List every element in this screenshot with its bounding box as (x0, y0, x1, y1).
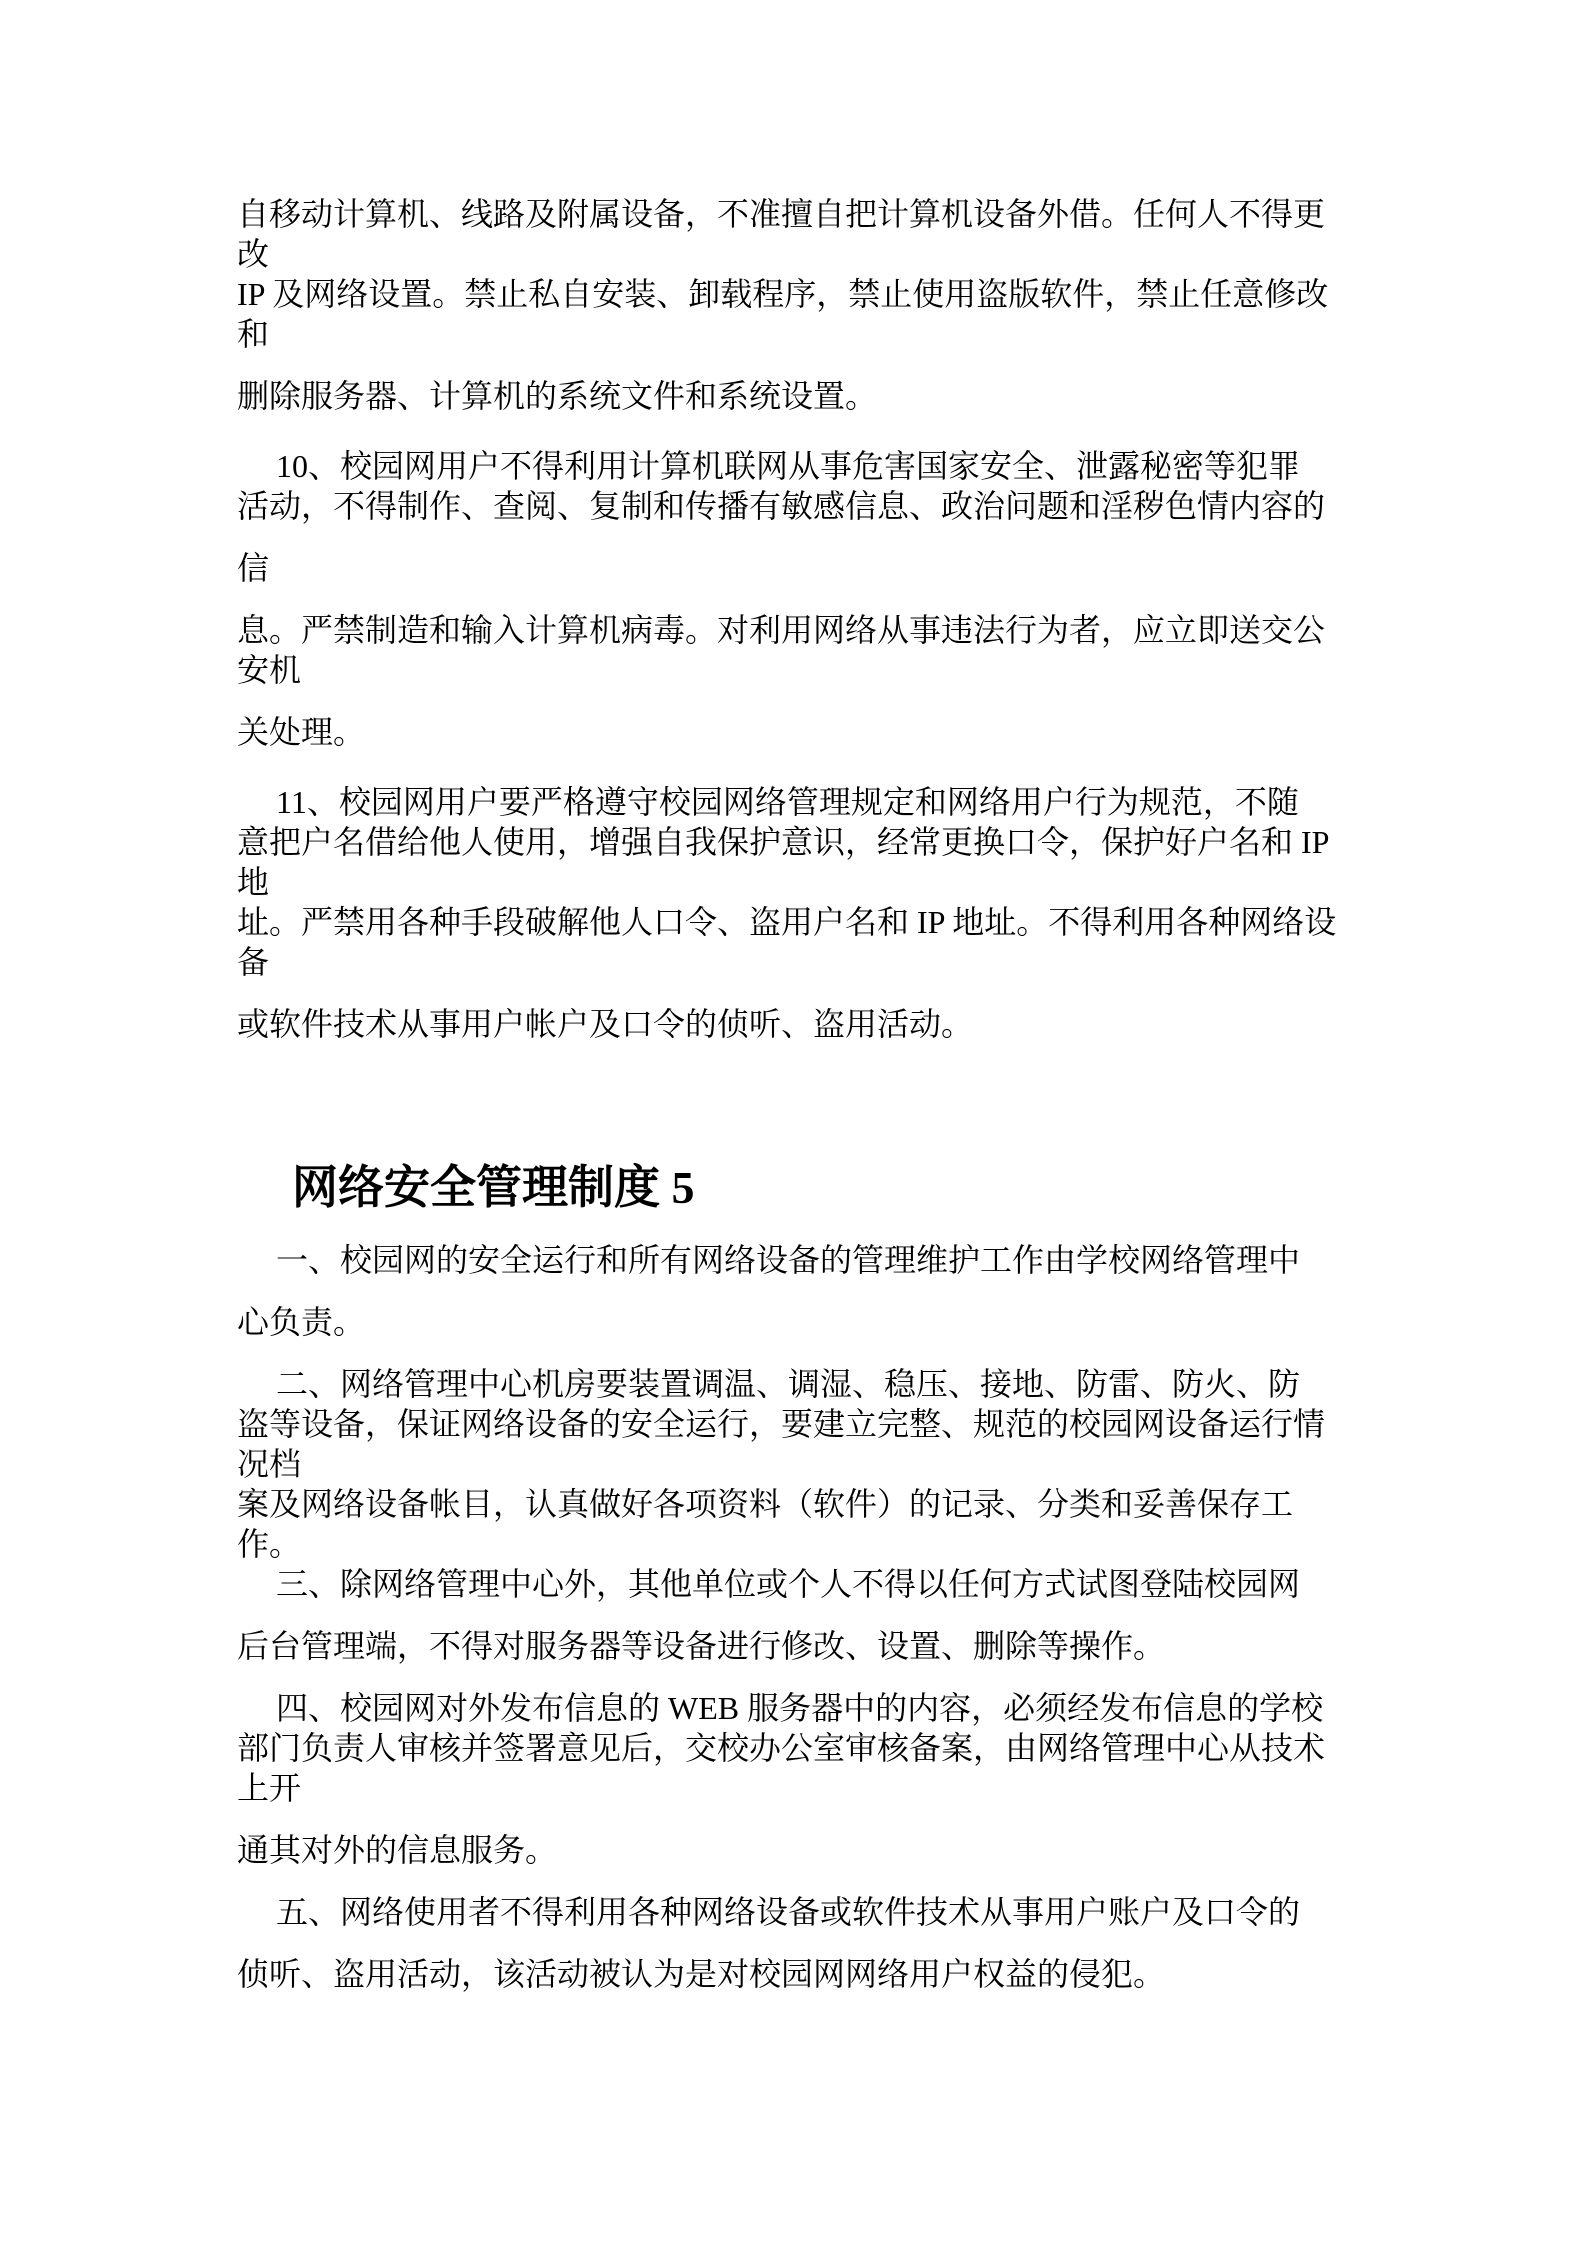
text-line: 信 (237, 550, 270, 586)
text-line-item-4: 四、校园网对外发布信息的 WEB 服务器中的内容，必须经发布信息的学校 (276, 1690, 1324, 1726)
text-line-item-3: 三、除网络管理中心外，其他单位或个人不得以任何方式试图登陆校园网 (276, 1566, 1301, 1602)
text-line-item-11: 11、校园网用户要严格遵守校园网络管理规定和网络用户行为规范，不随 (276, 784, 1299, 820)
text-line: 况档 (237, 1446, 302, 1482)
text-line: 作。 (237, 1526, 302, 1562)
text-line: 案及网络设备帐目，认真做好各项资料（软件）的记录、分类和妥善保存工 (237, 1486, 1294, 1522)
text-line: 自移动计算机、线路及附属设备，不准擅自把计算机设备外借。任何人不得更 (237, 196, 1326, 232)
text-line: 息。严禁制造和输入计算机病毒。对利用网络从事违法行为者，应立即送交公 (237, 612, 1326, 648)
text-line: 意把户名借给他人使用，增强自我保护意识，经常更换口令，保护好户名和 IP (237, 824, 1330, 860)
text-line: 安机 (237, 652, 302, 688)
text-line: 备 (237, 944, 270, 980)
text-line: 址。严禁用各种手段破解他人口令、盗用户名和 IP 地址。不得利用各种网络设 (237, 904, 1337, 940)
text-line: 后台管理端，不得对服务器等设备进行修改、设置、删除等操作。 (237, 1628, 1166, 1664)
text-line: 地 (237, 864, 270, 900)
text-line: 上开 (237, 1770, 302, 1806)
text-line: 心负责。 (237, 1304, 366, 1340)
text-line-item-1: 一、校园网的安全运行和所有网络设备的管理维护工作由学校网络管理中 (276, 1242, 1301, 1278)
text-line: 通其对外的信息服务。 (237, 1832, 558, 1868)
text-line-item-5: 五、网络使用者不得利用各种网络设备或软件技术从事用户账户及口令的 (276, 1894, 1301, 1930)
text-line: 盗等设备，保证网络设备的安全运行，要建立完整、规范的校园网设备运行情 (237, 1406, 1326, 1442)
text-line: 部门负责人审核并签署意见后，交校办公室审核备案，由网络管理中心从技术 (237, 1730, 1326, 1766)
text-line-item-10: 10、校园网用户不得利用计算机联网从事危害国家安全、泄露秘密等犯罪 (276, 448, 1301, 484)
document-content (237, 194, 1352, 1994)
text-line: 和 (237, 316, 270, 352)
text-line: 删除服务器、计算机的系统文件和系统设置。 (237, 378, 878, 414)
text-line: 或软件技术从事用户帐户及口令的侦听、盗用活动。 (237, 1006, 974, 1042)
text-line-item-2: 二、网络管理中心机房要装置调温、调湿、稳压、接地、防雷、防火、防 (276, 1366, 1301, 1402)
text-line: IP 及网络设置。禁止私自安装、卸载程序，禁止使用盗版软件，禁止任意修改 (237, 276, 1329, 312)
section-heading: 网络安全管理制度 5 (292, 1162, 695, 1213)
text-line: 关处理。 (237, 714, 366, 750)
text-line: 侦听、盗用活动，该活动被认为是对校园网网络用户权益的侵犯。 (237, 1956, 1166, 1992)
text-line: 改 (237, 236, 270, 272)
text-line: 活动，不得制作、查阅、复制和传播有敏感信息、政治问题和淫秽色情内容的 (237, 488, 1326, 524)
